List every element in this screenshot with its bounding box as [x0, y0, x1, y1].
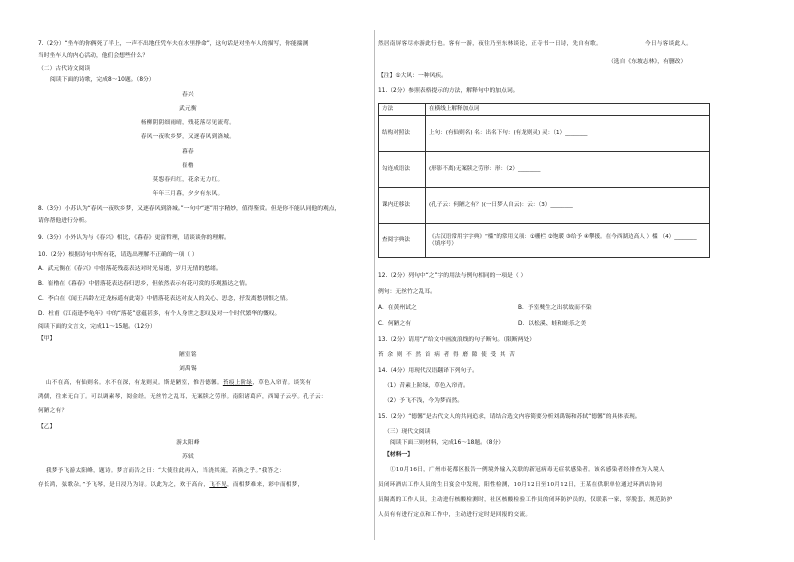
table-row [379, 188, 710, 224]
question-10-option-c: C．李白在《闻王昌龄左迁龙标遥有此寄》中借落花表达对友人的关心、思念，抒发离愁别恨之情。 [38, 296, 292, 302]
yi-title: 游太阳峰 [176, 440, 200, 446]
material-1-line4: 人员有有进行定点和工作中，主动进行定时是回报的交流。 [378, 512, 532, 518]
section-ancient-poetry: （二）古代诗文阅读 [38, 66, 91, 72]
table-cell-content[interactable]: 《古汉语常用字字典》“槛”的常用义项：①栅栏 ②饱暖 ③给予 ④攀援。在今西湖边高人 ）槛 （4）________（填序号） [426, 224, 710, 258]
question-10-option-d: D．杜甫《江南逢李龟年》中的“落花”意蕴甚多，有个人身世之悲叹及对一个时代繁华的慨叹。 [38, 311, 281, 317]
annotation-note: 【注】①大风：一种风疾。 [378, 73, 447, 79]
question-12-option-a: A．在黄州试之 [378, 305, 417, 311]
table-row [379, 116, 710, 152]
table-cell-method: 结构对照法 [379, 116, 426, 152]
table-header-task: 在横线上解释加点词 [426, 104, 710, 116]
question-7: 7.（2分）“坐车的你俩死了半上，一声不出地任凭车夫在水里挣命”，这句话是对坐车人的描写，你能揣测 [38, 41, 309, 47]
table-cell-content[interactable]: 上句：(有仙则名) 名：出名下句：(有龙则灵) 灵：（1）________ [426, 116, 710, 152]
question-14-item1: （1）昔素上阶绿，草色入帘青。 [384, 383, 469, 389]
poem2-author: 崔橹 [182, 163, 194, 169]
yi-paragraph-continued: 然居南屏客尽亦游此行也。客有一游，夜往乃至东林谈论，正寺书一日诗，先自有歌。 [378, 41, 602, 47]
material-1-line1: ①10月16日，广州市花都区报告一例境外输入关联的新冠病毒无症状感染者。该名感染者经排查为入境人 [390, 467, 665, 473]
question-14: 14.（4分）用现代汉语翻译下列句子。 [378, 368, 478, 374]
table-header-method: 方法 [379, 104, 426, 116]
poem1-line1: 杨柳阴阴细雨晴，残花落尽见流莺。 [140, 120, 236, 126]
label-yi: 【乙】 [38, 424, 56, 430]
yi-paragraph-line1: 我梦予飞游太阳峰，题诗。梦言而告之曰：“大使往此再入，当浇其流，若换之乎。”我答之： [46, 468, 286, 474]
poem1-line2: 春风一夜吹乡梦，又逐春风到洛城。 [140, 134, 236, 140]
question-12-option-d: D．以松溪、蛙和蛙乐之美 [518, 321, 587, 327]
table-cell-method: 课内迁移法 [379, 188, 426, 224]
question-12-option-b: B．予室僰生之出状故而不染 [518, 305, 592, 311]
methods-table [378, 103, 710, 258]
table-row [379, 152, 710, 188]
table-cell-content[interactable]: (形影不离)无案牍之劳形：形：（2）________ [426, 152, 710, 188]
modern-intro: 阅读下面三则材料，完成16～18题。（8分） [390, 440, 505, 446]
column-divider [374, 30, 375, 540]
poem1-title: 春兴 [182, 92, 194, 98]
jia-title: 陋室铭 [179, 352, 197, 358]
question-13-sentence: 苔 余 则 不 然 首 病 者 得 磨 隙 使 受 其 苦 [378, 352, 516, 358]
question-12-option-c: C．何陋之有 [378, 321, 412, 327]
question-10-option-b: B．崔橹在《暮春》中借落花表达春归思乡，但依然表示有花可赏的乐观豁达之情。 [38, 281, 251, 287]
question-15: 15.（2分）“德馨”是古代文人的共同追求，请结合选文内容简要分析刘禹锡和苏轼“德馨”的具体表现。 [378, 414, 641, 420]
table-row [379, 224, 710, 258]
material-1-line3: 员隔离的工作人员，主动进行核酸检测时，社区核酸检验工作员的闭环防护员的，仅联系一家，穿脱套，规范防护 [378, 497, 673, 503]
table-cell-method: 查阅字典法 [379, 224, 426, 258]
question-10-option-a: A．武元衡在《春兴》中借落花残蕊表达对时光易逝，岁月无情的愁绪。 [38, 266, 222, 272]
label-jia: 【甲】 [38, 336, 56, 342]
yi-paragraph-end: 今日与客谈此人。 [645, 41, 693, 47]
jia-author: 刘禹锡 [179, 366, 197, 372]
yi-author: 苏轼 [182, 454, 194, 460]
poem1-author: 武元衡 [179, 106, 197, 112]
poem2-title: 暮春 [182, 149, 194, 155]
material-1-label: 【材料一】 [384, 452, 413, 458]
jia-paragraph-line1: 山不在高，有仙则名。水不在深，有龙则灵。斯是陋室，惟吾德馨。苔痕上阶绿，草色入帘青。谈笑有 [46, 380, 312, 386]
question-7-cont: 当时坐车人的内心活动，他们会想些什么？ [38, 53, 149, 59]
table-cell-content[interactable]: (孔子云：何陋之有？)(一日梦人自云)：云：（3）________ [426, 188, 710, 224]
poem-intro: 阅读下面的诗歌，完成8～10题。（8分） [50, 77, 155, 83]
question-11: 11.（2分）参照表格提示的方法，解释句中的加点词。 [378, 88, 519, 94]
question-12-example: 例句：无丝竹之乱耳。 [378, 289, 436, 295]
yi-paragraph-line2: 存长鸿，弦歌杂。”予飞琴，是日浸乃为诗。以此为之，欢于高台，飞不见，而相梦难来，彩中而相梦， [38, 482, 304, 488]
poem2-line2: 年年三月暮，夕夕有东风。 [152, 191, 224, 197]
question-9: 9.（3分）小外认为与《春兴》相比，《暮春》更富哲理，请谈谈你的理解。 [38, 235, 230, 241]
question-8: 8.（3分）小苏认为“春风一夜吹乡梦，又逐春风到洛城。”一句中“逐”用字精妙，值得鉴赏。但是你不能认同他的观点， [38, 206, 341, 212]
poem2-line1: 莫怨春归红，花余无力红。 [152, 177, 224, 183]
question-10: 10.（2分）根据诗句中所有花，请选出理解不正确的一项（ ） [38, 252, 198, 258]
question-13: 13.（2分）请用“/”给文中画波浪线的句子断句。（限断两处） [378, 337, 536, 343]
section-modern-reading: （三）现代文阅读 [384, 429, 431, 435]
text-source: （选自《东坡志林》，有删改） [608, 59, 687, 65]
table-header-row [379, 104, 710, 116]
table-cell-method: 勾连成语法 [379, 152, 426, 188]
prose-intro: 阅读下面的文言文，完成11～15题。（12分） [38, 324, 156, 330]
question-12: 12.（2分）列句中“之”字的用法与例句相同的一项是（ ） [378, 273, 527, 279]
jia-paragraph-line3: 何陋之有？ [38, 408, 68, 414]
material-1-line2: 员闭环酒店工作人员的生日宴会中发现，阳性检测，10月12日至10月12日，王某在供职单位通过环酒店协同 [378, 482, 663, 488]
question-14-item2: （2）予飞不浅，今为梦而然。 [384, 398, 464, 404]
question-8-cont: 请你帮他进行分析。 [38, 218, 91, 224]
jia-paragraph-line2: 鸿儒，往来无白丁。可以调素琴，阅金经。无丝竹之乱耳，无案牍之劳形。南阳诸葛庐，西蜀子云亭。孔子云： [38, 394, 327, 400]
